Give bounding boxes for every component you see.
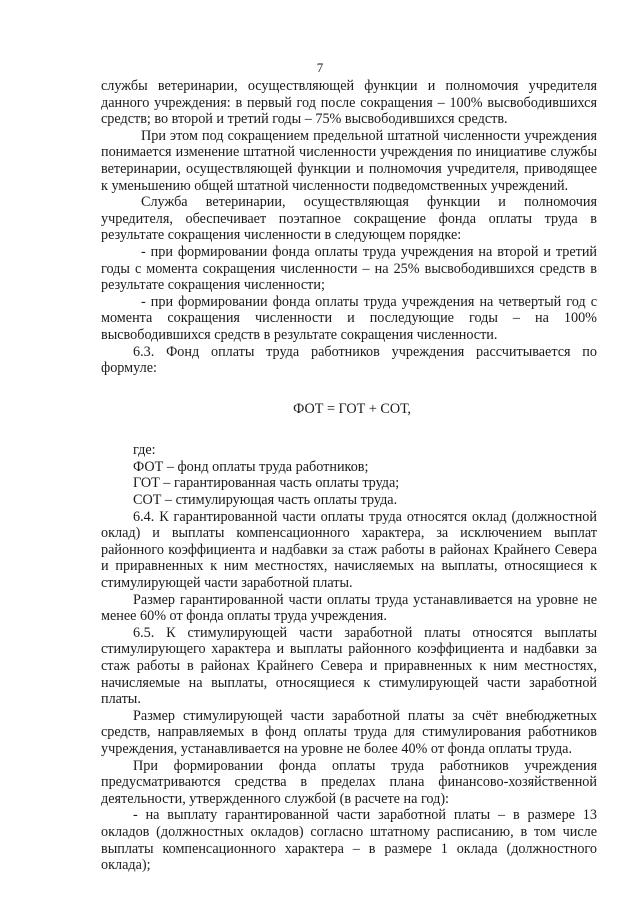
legend-intro: где: — [133, 442, 156, 459]
paragraph: 6.4. К гарантированной части оплаты труда относятся оклад (должностной оклад) и выплаты компенсационного характера, за исключением выплат районного коэффициента и надбавки за стаж работы в районах Крайнего Севера и приравненных к ним местностях, начисляемых на выплаты, относящиеся к стимулирующей части заработной платы. — [101, 508, 597, 592]
paragraph: При формировании фонда оплаты труда работников учреждения предусматриваются средства в пределах плана финансово-хозяйственной деятельности, утвержденного службой (в расчете на год): — [101, 757, 597, 807]
list-item: - при формировании фонда оплаты труда учреждения на второй и третий годы с момента сокращения численности – на 25% высвободившихся средств в результате сокращения численности; — [101, 243, 597, 294]
formula: ФОТ = ГОТ + СОТ, — [293, 400, 411, 417]
legend-item: ГОТ – гарантированная часть оплаты труда; — [133, 475, 400, 492]
paragraph: Размер гарантированной части оплаты труда устанавливается на уровне не менее 60% от фонда оплаты труда учреждения. — [101, 591, 597, 625]
document-body — [101, 78, 597, 874]
paragraph: 6.5. К стимулирующей части заработной платы относятся выплаты стимулирующего характера и выплаты районного коэффициента и надбавки за стаж работы в районах Крайнего Севера и приравненных к ним местностях, начисляемые на выплаты, относящиеся к стимулирующей части заработной платы. — [101, 624, 597, 708]
list-item: - на выплату гарантированной части заработной платы – в размере 13 окладов (должностных окладов) согласно штатному расписанию, в том числе выплаты компенсационного характера – в размере 1 оклада (должностного оклада); — [101, 807, 597, 874]
paragraph: Размер стимулирующей части заработной платы за счёт внебюджетных средств, направляемых в фонд оплаты труда для стимулирования работников учреждения, устанавливается на уровне не более 40% от фонда оплаты труда. — [101, 707, 597, 757]
legend-item: СОТ – стимулирующая часть оплаты труда. — [133, 492, 398, 509]
paragraph: При этом под сокращением предельной штатной численности учреждения понимается изменение штатной численности учреждения по инициативе службы ветеринарии, осуществляющей функции и полномочия учредителя, приводящее к уменьшению общей штатной численности подведомственных учреждений. — [101, 127, 597, 194]
paragraph: службы ветеринарии, осуществляющей функции и полномочия учредителя данного учреждения: в первый год после сокращения – 100% высвободившихся средств; во второй и третий годы – 75% высвободившихся средств. — [101, 78, 597, 128]
list-item: - при формировании фонда оплаты труда учреждения на четвертый год с момента сокращения численности и последующие годы – на 100% высвободившихся средств в результате сокращения численности. — [101, 293, 597, 343]
paragraph: Служба ветеринарии, осуществляющая функции и полномочия учредителя, обеспечивает поэтапное сокращение фонда оплаты труда в результате сокращения численности в следующем порядке: — [101, 194, 597, 244]
paragraph: 6.3. Фонд оплаты труда работников учреждения рассчитывается по формуле: — [101, 343, 597, 377]
legend-item: ФОТ – фонд оплаты труда работников; — [133, 458, 369, 475]
page-number: 7 — [316, 60, 324, 75]
